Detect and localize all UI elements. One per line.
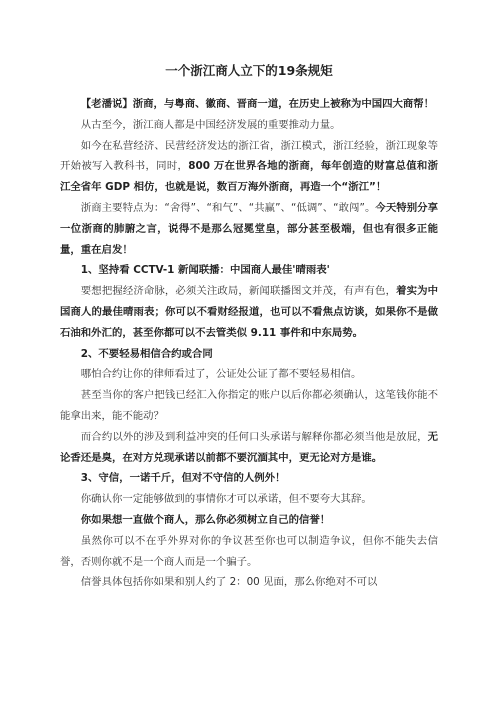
paragraph-rule-2c	[60, 427, 438, 469]
paragraph-emphasis: 无论香还是臭，在对方兑现承诺以前都不要沉湎其中，更无论对方是谁。	[60, 430, 438, 464]
paragraph-emphasis: 800 万在世界各地的浙商，每年创造的财富总值和浙江全省年 GDP 相仿，也就是说，数百万海外浙商，再造一个“浙江”！	[60, 160, 438, 194]
paragraph-rule-3c: 虽然你可以不在乎外界对你的争议甚至你也可以制造争议，但你不能失去信誉，否则你就不是一个商人而是一个骗子。	[60, 534, 438, 568]
paragraph-rule-2b: 甚至当你的客户把钱已经汇入你指定的账户以后你都必须确认，这笔钱你能不能拿出来，能不能动？	[60, 389, 438, 422]
paragraph-features	[60, 198, 438, 260]
paragraph-rule-3d: 信誉具体包括你如果和别人约了 2：00 见面，那么你绝对不可以	[80, 576, 378, 589]
paragraph-rule-3a: 你确认你一定能够做到的事情你才可以承诺，但不要夸大其辞。	[80, 493, 372, 506]
paragraph-zhejiang-model	[60, 136, 438, 198]
rule-heading-2: 2、不要轻易相信合约或合同	[80, 347, 213, 360]
paragraph-rule-1	[60, 281, 438, 343]
paragraph-emphasis: 着实为中国商人的最佳晴雨表；你可以不看财经报道，也可以不看焦点访谈，如果你不是做石油和外汇的，甚至你都可以不去管类似 9.11 事件和中东局势。	[60, 285, 438, 339]
paragraph-text: 浙商主要特点为：“舍得”、“和气”、“共赢”、“低调”、“敢闯”。	[80, 201, 376, 214]
intro-paragraph: 【老潘说】浙商，与粤商、徽商、晋商一道，在历史上被称为中国四大商帮！	[80, 98, 435, 110]
paragraph-history: 从古至今，浙江商人都是中国经济发展的重要推动力量。	[80, 118, 341, 131]
paragraph-text: 如今在私营经济、民营经济发达的浙江省，浙江模式，浙江经验，浙江现象等开始被写入教科书，同时，	[60, 139, 438, 173]
rule-heading-3: 3、守信，一诺千斤，但对不守信的人例外！	[80, 472, 286, 485]
paragraph-emphasis: 今天特别分享一位浙商的肺腑之言，说得不是那么冠冕堂皇，部分甚至极端，但也有很多正能量，重在启发！	[60, 201, 439, 256]
document-page	[60, 62, 438, 593]
paragraph-rule-3b: 你如果想一直做个商人，那么你必须树立自己的信誉！	[80, 513, 331, 526]
paragraph-rule-2a: 哪怕合约让你的律师看过了，公证处公证了都不要轻易相信。	[80, 368, 362, 381]
paragraph-text: 而合约以外的涉及到利益冲突的任何口头承诺与解释你都必须当他是放屁，	[80, 430, 428, 443]
document-title: 一个浙江商人立下的19条规矩	[165, 63, 333, 78]
rule-heading-1: 1、坚持看 CCTV-1 新闻联播：中国商人最佳'晴雨表'	[80, 264, 330, 277]
paragraph-text: 要想把握经济命脉，必须关注政局，新闻联播图文并茂，有声有色，	[80, 285, 397, 298]
